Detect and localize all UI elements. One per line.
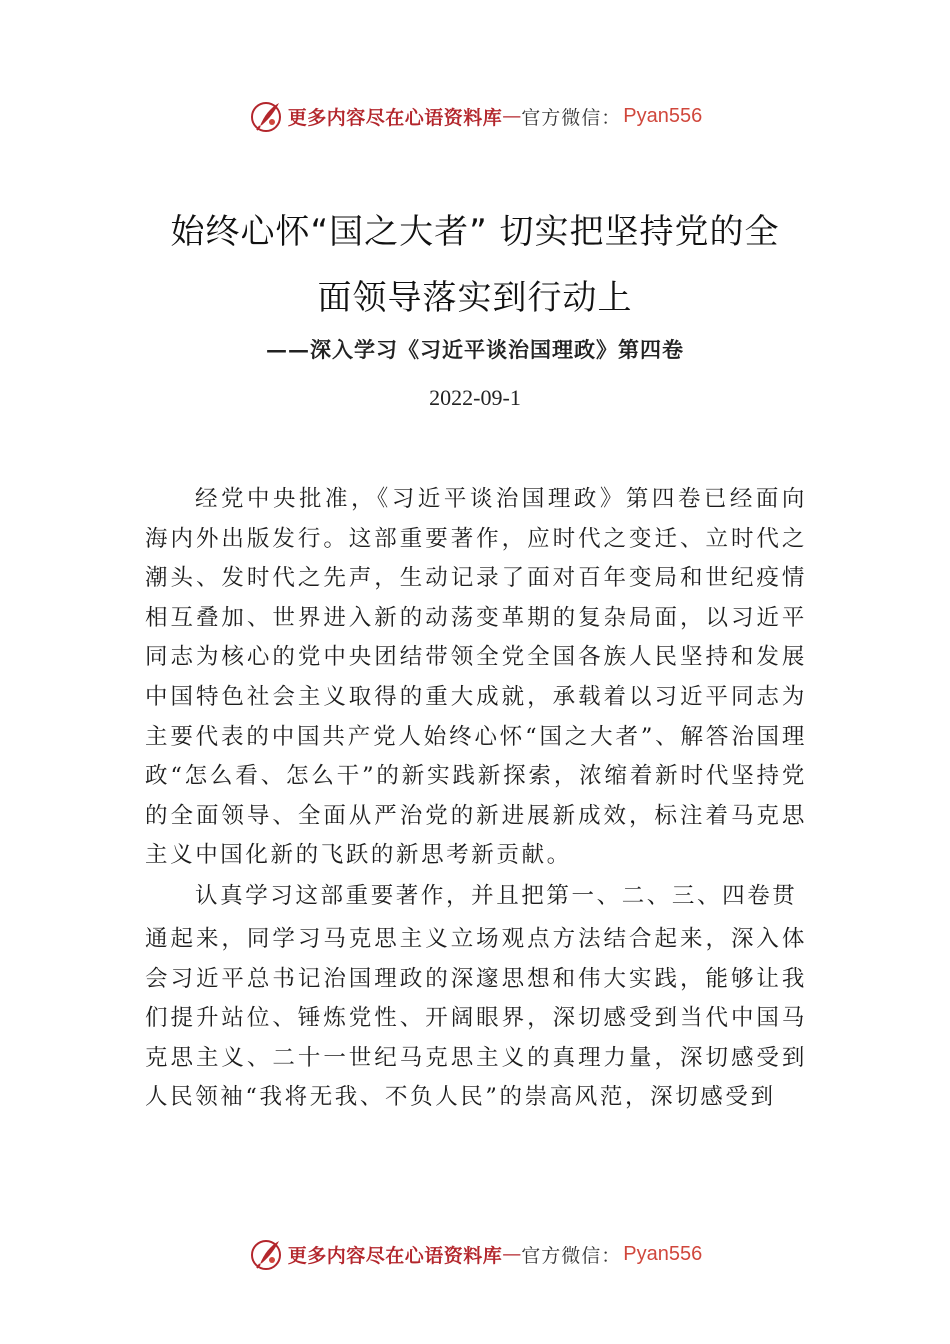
footer-banner[interactable] bbox=[0, 1234, 950, 1274]
body-paragraph-2-continued: 通起来，同学习马克思主义立场观点方法结合起来，深入体会习近平总书记治国理政的深邃思想和伟大实践，能够让我们提升站位、锤炼党性、开阔眼界，深切感受到当代中国马克思主义、二十一世纪马克思主义的真理力量，深切感受到人民领袖“我将无我、不负人民”的崇高风范，深切感受到 bbox=[145, 926, 807, 1111]
banner-separator: — bbox=[502, 105, 522, 127]
banner-label: 官方微信： bbox=[521, 1244, 622, 1267]
banner-brand: 更多内容尽在心语资料库 bbox=[287, 1244, 503, 1267]
quill-logo-icon bbox=[248, 98, 284, 134]
article-date: 2022-09-1 bbox=[429, 385, 521, 410]
body-paragraph-2-first-line: 认真学习这部重要著作，并且把第一、二、三、四卷贯 bbox=[195, 883, 798, 909]
header-banner[interactable] bbox=[0, 96, 950, 136]
body-paragraph-1: 经党中央批准，《习近平谈治国理政》第四卷已经面向海内外出版发行。这部重要著作，应时代之变迁、立时代之潮头、发时代之先声，生动记录了面对百年变局和世纪疫情相互叠加、世界进入新的动荡变革期的复杂局面，以习近平同志为核心的党中央团结带领全党全国各族人民坚持和发展中国特色社会主义取得的重大成就，承载着以习近平同志为主要代表的中国共产党人始终心怀“国之大者”、解答治国理政“怎么看、怎么干”的新实践新探索，浓缩着新时代坚持党的全面领导、全面从严治党的新进展新成效，标注着马克思主义中国化新的飞跃的新思考新贡献。 bbox=[145, 486, 807, 869]
quill-logo-icon bbox=[248, 1236, 284, 1272]
banner-brand: 更多内容尽在心语资料库 bbox=[287, 106, 503, 129]
article-subtitle: ——深入学习《习近平谈治国理政》第四卷 bbox=[266, 337, 684, 362]
banner-wechat-id: Pyan556 bbox=[623, 1242, 703, 1265]
article-title-line2: 面领导落实到行动上 bbox=[317, 278, 633, 318]
banner-label: 官方微信： bbox=[521, 106, 622, 129]
banner-wechat-id: Pyan556 bbox=[623, 104, 703, 127]
article-title-line1: 始终心怀“国之大者” 切实把坚持党的全 bbox=[170, 212, 780, 252]
banner-separator: — bbox=[502, 1243, 522, 1265]
